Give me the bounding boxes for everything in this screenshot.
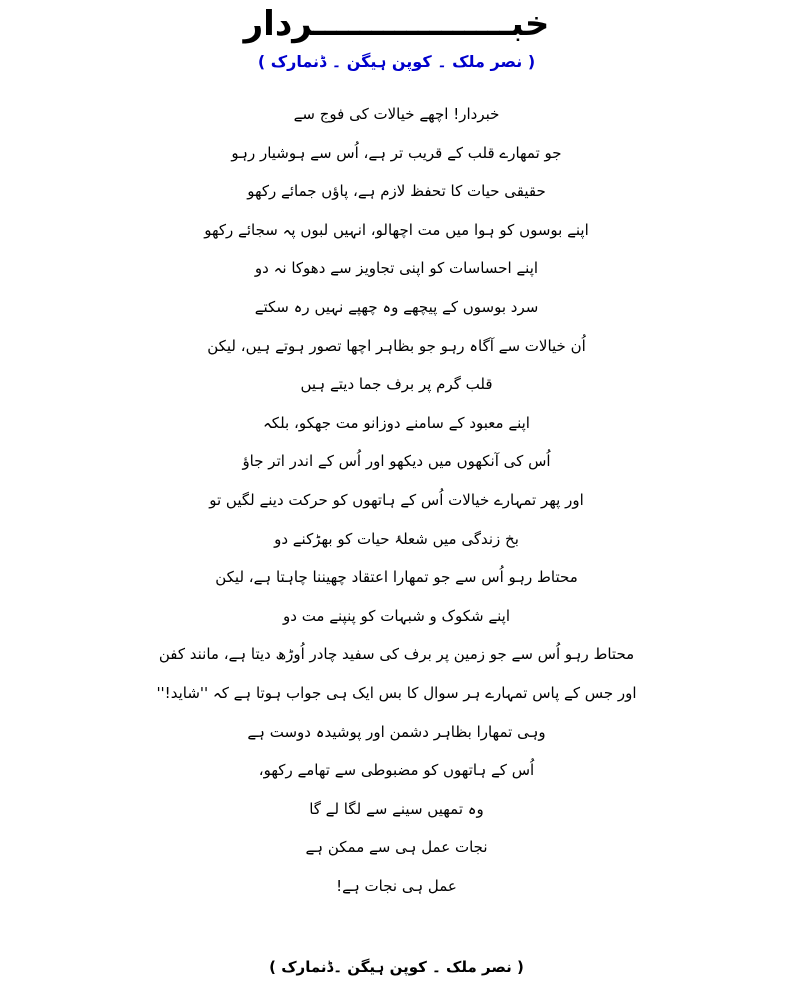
poem-line: خبردار! اچھے خیالات کی فوج سے xyxy=(293,105,500,123)
poem-line: جو تمھارے قلب کے قریب تر ہے، اُس سے ہوشیار رہو xyxy=(231,143,562,162)
author-signature: ( نصر ملک ۔ کوپن ہیگن ۔ڈنمارک ) xyxy=(269,958,524,976)
poem-line: عمل ہی نجات ہے! xyxy=(336,876,457,895)
poem-line: سرد بوسوں کے پیچھے وہ چھپے نہیں رہ سکتے xyxy=(254,297,539,316)
poem-line: قلب گرم پر برف جما دیتے ہیں xyxy=(300,375,493,394)
poem-body xyxy=(0,98,793,908)
poem-line: وہی تمھارا بظاہر دشمن اور پوشیدہ دوست ہے xyxy=(247,722,546,741)
poem-line: اپنے بوسوں کو ہوا میں مت اچھالو، انہیں لبوں پہ سجائے رکھو xyxy=(204,220,589,239)
poem-line: محتاط رہو اُس سے جو زمین پر برف کی سفید چادر اُوڑھ دیتا ہے، مانند کفن xyxy=(158,645,635,664)
poem-line: وہ تمھیں سینے سے لگا لے گا xyxy=(309,799,484,818)
poem-line: اُس کی آنکھوں میں دیکھو اور اُس کے اندر اتر جاؤ xyxy=(242,452,551,471)
poem-line: نجات عمل ہی سے ممکن ہے xyxy=(305,838,488,857)
poem-line: اور جس کے پاس تمہارے ہر سوال کا بس ایک ہی جواب ہوتا ہے کہ ''شاید!'' xyxy=(156,683,637,702)
poem-line: اور پھر تمہارے خیالات اُس کے ہاتھوں کو حرکت دینے لگیں تو xyxy=(209,490,584,509)
poem-title: خبـــــــــــــــــردار xyxy=(243,4,550,44)
poem-line: اپنے احساسات کو اپنی تجاویز سے دھوکا نہ دو xyxy=(254,259,539,278)
poem-line: اپنے معبود کے سامنے دوزانو مت جھکو، بلکہ xyxy=(263,413,530,432)
poem-line: بخ زندگی میں شعلۂ حیات کو بھڑکنے دو xyxy=(274,529,519,548)
poem-line: اُن خیالات سے آگاہ رہو جو بظاہر اچھا تصور ہوتے ہیں، لیکن xyxy=(207,336,586,355)
poem-line: اپنے شکوک و شبہات کو پنپنے مت دو xyxy=(283,606,510,625)
poem-line: اُس کے ہاتھوں کو مضبوطی سے تھامے رکھو، xyxy=(258,761,535,780)
poem-line: محتاط رہو اُس سے جو تمھارا اعتقاد چھیننا چاہتا ہے، لیکن xyxy=(215,568,578,587)
poem-line: حقیقی حیات کا تحفظ لازم ہے، پاؤں جمائے رکھو xyxy=(247,182,546,201)
author-byline: ( نصر ملک ۔ کوپن ہیگن ۔ ڈنمارک ) xyxy=(257,52,536,71)
